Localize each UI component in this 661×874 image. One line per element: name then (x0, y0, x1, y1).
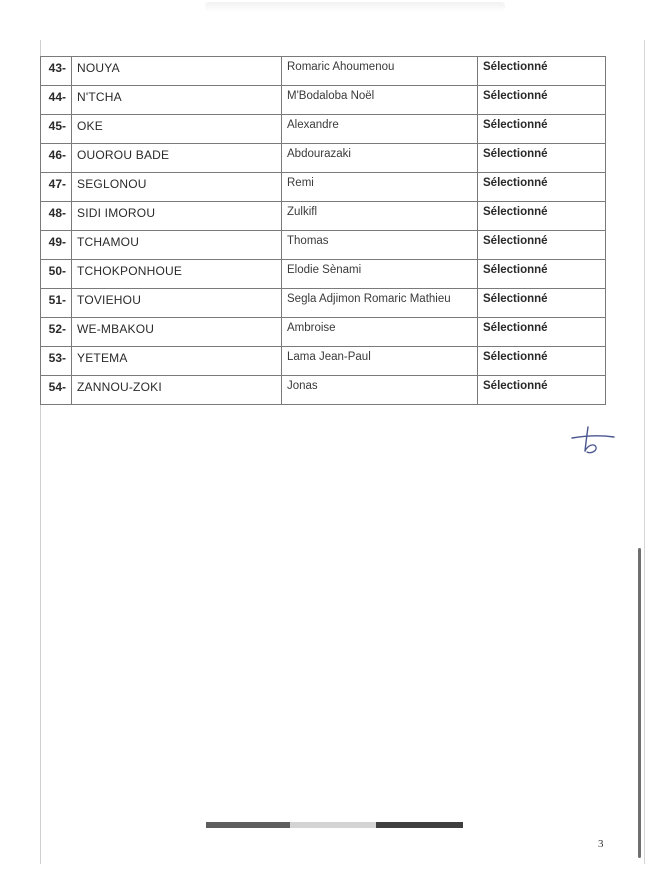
table-row (41, 115, 606, 144)
table-row (41, 231, 606, 260)
first-names: Thomas (282, 231, 478, 260)
first-names: Romaric Ahoumenou (282, 57, 478, 86)
first-names: Remi (282, 173, 478, 202)
row-number: 49- (41, 231, 72, 260)
table-row (41, 144, 606, 173)
footer-rule-segment (376, 822, 463, 828)
status: Sélectionné (478, 231, 606, 260)
row-number: 47- (41, 173, 72, 202)
table-row (41, 57, 606, 86)
row-number: 46- (41, 144, 72, 173)
row-number: 53- (41, 347, 72, 376)
last-name: N'TCHA (72, 86, 282, 115)
first-names: Zulkifl (282, 202, 478, 231)
row-number: 45- (41, 115, 72, 144)
handwritten-initials-icon (566, 424, 618, 458)
row-number: 48- (41, 202, 72, 231)
status: Sélectionné (478, 57, 606, 86)
last-name: OKE (72, 115, 282, 144)
first-names: M'Bodaloba Noël (282, 86, 478, 115)
first-names: Elodie Sènami (282, 260, 478, 289)
last-name: TCHAMOU (72, 231, 282, 260)
vertical-scrollbar[interactable] (638, 548, 641, 858)
last-name: NOUYA (72, 57, 282, 86)
last-name: TOVIEHOU (72, 289, 282, 318)
first-names: Abdourazaki (282, 144, 478, 173)
page-number: 3 (598, 838, 604, 850)
first-names: Lama Jean-Paul (282, 347, 478, 376)
page-footer-rule (206, 822, 463, 828)
last-name: WE-MBAKOU (72, 318, 282, 347)
last-name: TCHOKPONHOUE (72, 260, 282, 289)
status: Sélectionné (478, 115, 606, 144)
status: Sélectionné (478, 318, 606, 347)
row-number: 43- (41, 57, 72, 86)
row-number: 44- (41, 86, 72, 115)
status: Sélectionné (478, 260, 606, 289)
top-toolbar-shadow (205, 2, 505, 12)
last-name: OUOROU BADE (72, 144, 282, 173)
first-names: Segla Adjimon Romaric Mathieu (282, 289, 478, 318)
row-number: 52- (41, 318, 72, 347)
last-name: SIDI IMOROU (72, 202, 282, 231)
selection-results-table (40, 56, 606, 405)
status: Sélectionné (478, 173, 606, 202)
status: Sélectionné (478, 202, 606, 231)
table-body (41, 57, 606, 405)
table-row (41, 173, 606, 202)
row-number: 50- (41, 260, 72, 289)
table-row (41, 318, 606, 347)
first-names: Ambroise (282, 318, 478, 347)
table-row (41, 289, 606, 318)
first-names: Jonas (282, 376, 478, 405)
last-name: YETEMA (72, 347, 282, 376)
last-name: SEGLONOU (72, 173, 282, 202)
status: Sélectionné (478, 144, 606, 173)
status: Sélectionné (478, 347, 606, 376)
table-row (41, 347, 606, 376)
table-row (41, 260, 606, 289)
table-row (41, 376, 606, 405)
status: Sélectionné (478, 86, 606, 115)
status: Sélectionné (478, 289, 606, 318)
footer-rule-segment (290, 822, 376, 828)
status: Sélectionné (478, 376, 606, 405)
footer-rule-segment (206, 822, 290, 828)
row-number: 54- (41, 376, 72, 405)
table-row (41, 202, 606, 231)
first-names: Alexandre (282, 115, 478, 144)
row-number: 51- (41, 289, 72, 318)
table-row (41, 86, 606, 115)
last-name: ZANNOU-ZOKI (72, 376, 282, 405)
